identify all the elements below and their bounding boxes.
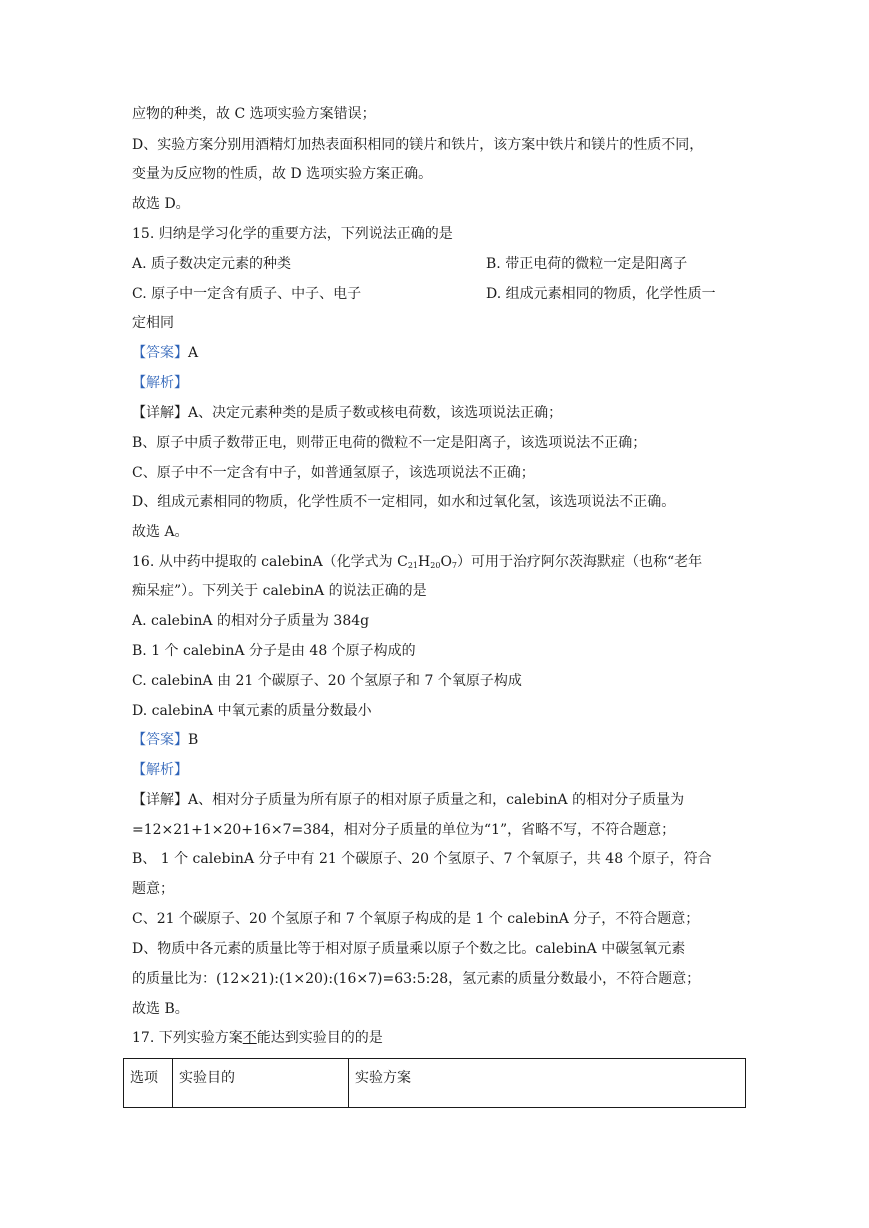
q15-option-d-cont: 定相同 (132, 315, 174, 331)
text-line: 应物的种类，故 C 选项实验方案错误； (132, 106, 376, 122)
table-header-cell: 实验目的 (173, 1059, 349, 1108)
answer-value: A (188, 345, 199, 361)
q15-option-d: D. 组成元素相同的物质，化学性质一 (486, 286, 716, 302)
q16-option-b: B. 1 个 calebinA 分子是由 48 个原子构成的 (132, 643, 416, 659)
q16-answer (132, 731, 198, 749)
q17-table (123, 1058, 746, 1108)
table-header-cell: 实验方案 (349, 1059, 746, 1108)
q15-answer (132, 344, 198, 362)
q16-detail-line: =12×21+1×20+16×7=384，相对分子质量的单位为“1”，省略不写，不符合题意； (132, 822, 676, 838)
text-line: 变量为反应物的性质，故 D 选项实验方案正确。 (132, 166, 433, 182)
underlined-not: 不 (242, 1030, 257, 1046)
question-15-stem: 15. 归纳是学习化学的重要方法，下列说法正确的是 (132, 226, 453, 242)
q16-detail-line: D、物质中各元素的质量比等于相对原子质量乘以原子个数之比。calebinA 中碳氢氧元素 (132, 941, 686, 957)
question-16-stem-cont: 痴呆症”）。下列关于 calebinA 的说法正确的是 (132, 583, 427, 599)
q15-option-c: C. 原子中一定含有质子、中子、电子 (132, 286, 362, 302)
answer-value: B (188, 732, 199, 748)
q16-detail-line: 故选 B。 (132, 1001, 189, 1017)
q15-option-b: B. 带正电荷的微粒一定是阳离子 (486, 256, 688, 272)
table-header-cell: 选项 (124, 1059, 173, 1108)
text-line: 故选 D。 (132, 196, 190, 212)
q16-detail-line: B、 1 个 calebinA 分子中有 21 个碳原子、20 个氢原子、7 个氧原子，共 48 个原子，符合 (132, 851, 712, 867)
q16-analysis-label: 【解析】 (132, 762, 188, 778)
question-17-stem: 17. 下列实验方案不能达到实验目的的是 (132, 1030, 383, 1046)
q15-detail-line: C、原子中不一定含有中子，如普通氢原子，该选项说法不正确； (132, 465, 535, 481)
q15-detail-line: 【详解】A、决定元素种类的是质子数或核电荷数，该选项说法正确； (132, 405, 563, 421)
q15-detail-line: D、组成元素相同的物质，化学性质不一定相同，如水和过氧化氢，该选项说法不正确。 (132, 494, 676, 510)
q16-option-c: C. calebinA 由 21 个碳原子、20 个氢原子和 7 个氧原子构成 (132, 673, 522, 689)
answer-label: 【答案】 (132, 732, 188, 748)
q15-option-a: A. 质子数决定元素的种类 (132, 256, 292, 272)
table-header-row (124, 1059, 746, 1108)
q16-option-a: A. calebinA 的相对分子质量为 384g (132, 613, 370, 629)
q15-detail-line: 故选 A。 (132, 524, 189, 540)
question-16-stem: 16. 从中药中提取的 calebinA（化学式为 $C_{21}H_{20}O_7$）可用于治疗阿尔茨海默症（也称“老年 (132, 554, 703, 570)
q16-detail-line: C、21 个碳原子、20 个氢原子和 7 个氧原子构成的是 1 个 calebinA 分子，不符合题意； (132, 911, 700, 927)
answer-label: 【答案】 (132, 345, 188, 361)
q16-detail-line: 【详解】A、相对分子质量为所有原子的相对原子质量之和，calebinA 的相对分子质量为 (132, 792, 685, 808)
q16-detail-line: 题意； (132, 881, 174, 897)
q16-detail-line: 的质量比为：(12×21):(1×20):(16×7)=63:5:28，氢元素的质量分数最小，不符合题意； (132, 971, 701, 987)
q15-detail-line: B、原子中质子数带正电，则带正电荷的微粒不一定是阳离子，该选项说法不正确； (132, 435, 647, 451)
q16-option-d: D. calebinA 中氧元素的质量分数最小 (132, 703, 372, 719)
q15-analysis-label: 【解析】 (132, 375, 188, 391)
text-line: D、实验方案分别用酒精灯加热表面积相同的镁片和铁片，该方案中铁片和镁片的性质不同， (132, 137, 704, 153)
